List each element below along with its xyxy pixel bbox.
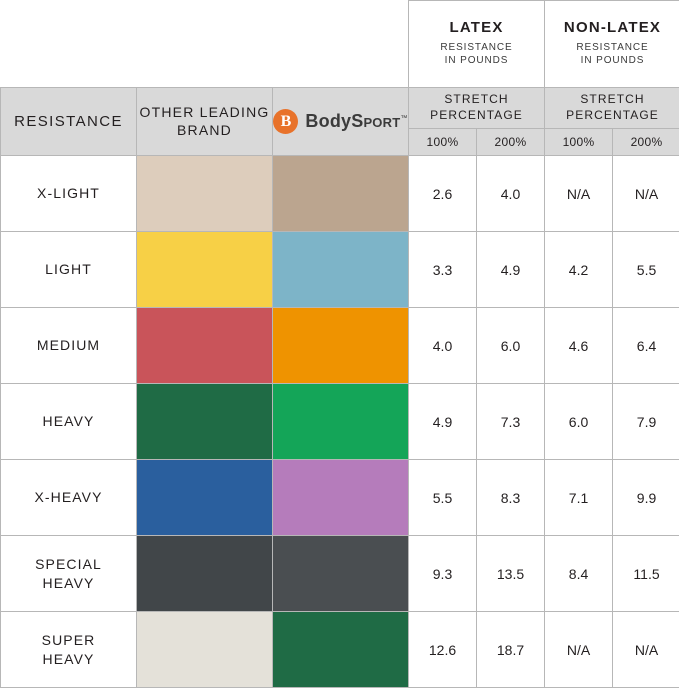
row-label-line1: MEDIUM — [1, 336, 136, 355]
nonlatex-stretch-line1: STRETCH — [549, 92, 676, 108]
brand-trademark-icon: ™ — [400, 115, 407, 122]
header-bodysport-logo — [273, 88, 409, 156]
other-brand-line1: OTHER LEADING BRAND — [140, 104, 270, 138]
row-label-line2: HEAVY — [1, 650, 136, 669]
nonlatex-stretch-line2: PERCENTAGE — [549, 108, 676, 124]
value-nonlatex-100: N/A — [545, 156, 613, 232]
table-row — [1, 308, 679, 384]
value-latex-100: 4.0 — [409, 308, 477, 384]
row-label — [1, 308, 137, 384]
row-label — [1, 156, 137, 232]
brand-name-bold: Body — [305, 111, 351, 131]
other-brand-color-swatch — [137, 156, 273, 232]
other-brand-color-swatch — [137, 612, 273, 688]
value-nonlatex-200: 6.4 — [613, 308, 679, 384]
row-label-line1: LIGHT — [1, 260, 136, 279]
value-nonlatex-100: N/A — [545, 612, 613, 688]
header-nonlatex-200: 200% — [613, 129, 679, 156]
value-nonlatex-200: 5.5 — [613, 232, 679, 308]
value-nonlatex-100: 6.0 — [545, 384, 613, 460]
value-latex-100: 9.3 — [409, 536, 477, 612]
bodysport-badge-icon: B — [273, 109, 298, 134]
table-row — [1, 232, 679, 308]
bodysport-color-swatch — [273, 156, 409, 232]
nonlatex-group-title: NON-LATEX — [547, 19, 678, 36]
nonlatex-group-subtitle-line2: IN POUNDS — [547, 54, 678, 68]
row-label — [1, 612, 137, 688]
header-latex-200: 200% — [477, 129, 545, 156]
group-title-row — [1, 1, 679, 88]
row-label — [1, 384, 137, 460]
value-latex-100: 12.6 — [409, 612, 477, 688]
value-latex-100: 2.6 — [409, 156, 477, 232]
value-latex-100: 5.5 — [409, 460, 477, 536]
row-label-line1: SUPER — [1, 631, 136, 650]
latex-stretch-percentage-header — [409, 88, 545, 129]
value-latex-200: 4.9 — [477, 232, 545, 308]
row-label-line1: X-HEAVY — [1, 488, 136, 507]
bodysport-color-swatch — [273, 612, 409, 688]
bodysport-color-swatch — [273, 232, 409, 308]
value-nonlatex-100: 4.6 — [545, 308, 613, 384]
spacer-cell-other-brand — [137, 1, 273, 88]
header-resistance: RESISTANCE — [1, 88, 137, 156]
row-label-line1: HEAVY — [1, 412, 136, 431]
latex-group-subtitle-line1: RESISTANCE — [411, 41, 542, 55]
latex-group-subtitle-line2: IN POUNDS — [411, 54, 542, 68]
value-nonlatex-200: 9.9 — [613, 460, 679, 536]
bodysport-color-swatch — [273, 536, 409, 612]
value-latex-100: 3.3 — [409, 232, 477, 308]
value-latex-200: 7.3 — [477, 384, 545, 460]
table-row — [1, 156, 679, 232]
main-header-row — [1, 88, 679, 129]
brand-name-caps: Sport — [351, 111, 400, 131]
latex-group-header — [409, 1, 545, 88]
value-latex-200: 18.7 — [477, 612, 545, 688]
table-row — [1, 460, 679, 536]
value-nonlatex-100: 4.2 — [545, 232, 613, 308]
value-latex-200: 8.3 — [477, 460, 545, 536]
table-row — [1, 612, 679, 688]
value-nonlatex-200: 7.9 — [613, 384, 679, 460]
table-row — [1, 536, 679, 612]
bodysport-color-swatch — [273, 384, 409, 460]
other-brand-color-swatch — [137, 232, 273, 308]
value-latex-100: 4.9 — [409, 384, 477, 460]
value-nonlatex-100: 7.1 — [545, 460, 613, 536]
bodysport-wordmark — [305, 111, 407, 132]
other-brand-color-swatch — [137, 460, 273, 536]
bodysport-color-swatch — [273, 308, 409, 384]
header-nonlatex-100: 100% — [545, 129, 613, 156]
value-nonlatex-200: N/A — [613, 156, 679, 232]
value-nonlatex-100: 8.4 — [545, 536, 613, 612]
header-other-leading-brand — [137, 88, 273, 156]
bodysport-color-swatch — [273, 460, 409, 536]
value-latex-200: 6.0 — [477, 308, 545, 384]
row-label — [1, 232, 137, 308]
value-latex-200: 13.5 — [477, 536, 545, 612]
value-latex-200: 4.0 — [477, 156, 545, 232]
table-row — [1, 384, 679, 460]
row-label-line1: SPECIAL — [1, 555, 136, 574]
latex-stretch-line2: PERCENTAGE — [413, 108, 540, 124]
nonlatex-group-header — [545, 1, 679, 88]
nonlatex-group-subtitle-line1: RESISTANCE — [547, 41, 678, 55]
row-label-line1: X-LIGHT — [1, 184, 136, 203]
other-brand-color-swatch — [137, 536, 273, 612]
spacer-cell-bodysport — [273, 1, 409, 88]
nonlatex-stretch-percentage-header — [545, 88, 679, 129]
value-nonlatex-200: 11.5 — [613, 536, 679, 612]
other-brand-color-swatch — [137, 384, 273, 460]
row-label — [1, 536, 137, 612]
other-brand-color-swatch — [137, 308, 273, 384]
latex-stretch-line1: STRETCH — [413, 92, 540, 108]
latex-group-title: LATEX — [411, 19, 542, 36]
spacer-cell-resistance — [1, 1, 137, 88]
row-label-line2: HEAVY — [1, 574, 136, 593]
row-label — [1, 460, 137, 536]
header-latex-100: 100% — [409, 129, 477, 156]
value-nonlatex-200: N/A — [613, 612, 679, 688]
